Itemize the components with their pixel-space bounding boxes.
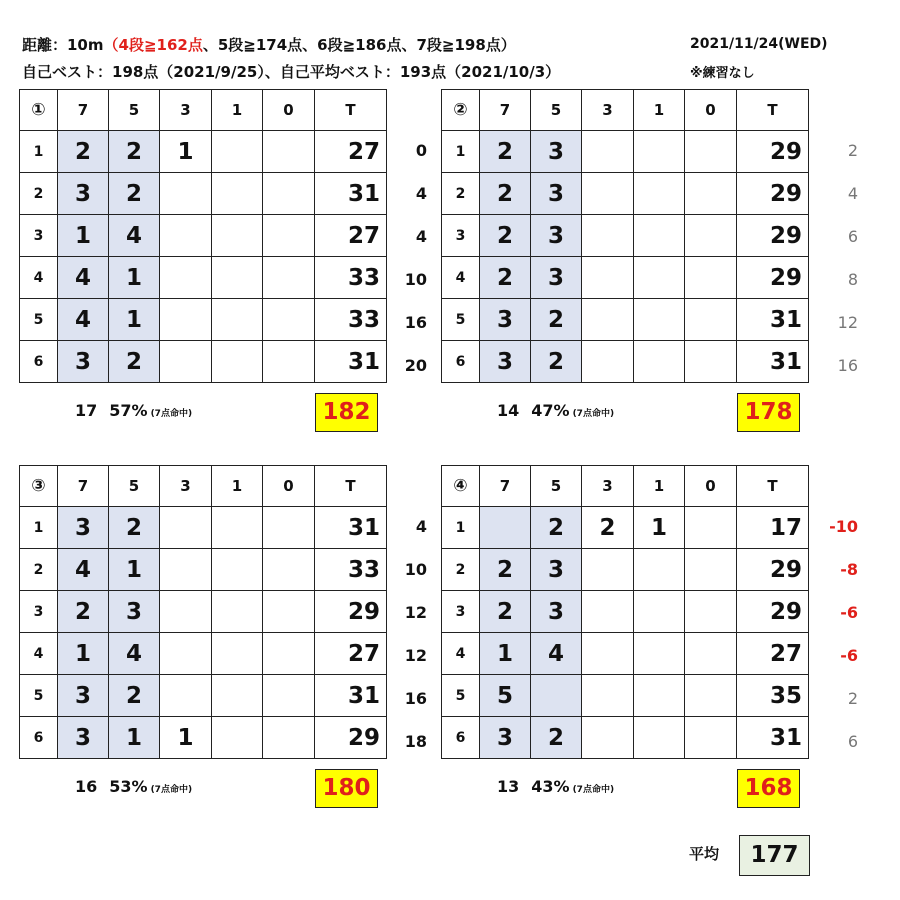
end-total: 27	[315, 633, 387, 675]
column-header: 5	[531, 466, 582, 507]
hit-count-cell	[634, 717, 685, 759]
end-number: 3	[20, 591, 58, 633]
hit-count-cell	[582, 299, 634, 341]
end-row	[20, 633, 387, 675]
hit-count-cell	[582, 675, 634, 717]
hit-count-cell	[685, 341, 737, 383]
end-number: 2	[20, 173, 58, 215]
column-header: 5	[109, 466, 160, 507]
end-row	[442, 131, 809, 173]
column-header: 1	[634, 466, 685, 507]
column-header: 3	[160, 466, 212, 507]
header-distance-line	[22, 34, 516, 55]
column-header: 0	[685, 466, 737, 507]
hit-count-cell: 2	[480, 215, 531, 257]
hit-count-cell	[160, 549, 212, 591]
hit-count-cell: 4	[531, 633, 582, 675]
end-row	[442, 299, 809, 341]
column-header: 5	[109, 90, 160, 131]
hit-count-cell	[160, 675, 212, 717]
hit-count-cell: 1	[109, 299, 160, 341]
hit-count-cell: 5	[480, 675, 531, 717]
seven-hit-percent: 43%	[531, 777, 570, 796]
end-total: 29	[315, 591, 387, 633]
end-row	[442, 591, 809, 633]
end-total: 29	[315, 717, 387, 759]
hit-count-cell: 3	[531, 549, 582, 591]
end-row	[442, 173, 809, 215]
end-total: 33	[315, 299, 387, 341]
end-row	[442, 717, 809, 759]
cumulative-diff-right: -8	[840, 560, 858, 579]
round-summary	[75, 401, 192, 420]
hit-count-cell: 4	[109, 215, 160, 257]
column-header: 7	[480, 90, 531, 131]
end-number: 5	[442, 299, 480, 341]
cumulative-diff-right: -10	[829, 517, 858, 536]
seven-hit-count: 17	[75, 401, 98, 420]
end-row	[20, 717, 387, 759]
hit-count-cell	[685, 549, 737, 591]
column-header: 5	[531, 90, 582, 131]
cumulative-diff-right: 6	[847, 227, 858, 246]
hit-count-cell	[634, 549, 685, 591]
end-row	[442, 257, 809, 299]
column-header: 1	[212, 90, 263, 131]
hit-count-cell	[263, 591, 315, 633]
hit-count-cell	[685, 507, 737, 549]
hit-count-cell	[160, 215, 212, 257]
hit-count-cell	[685, 173, 737, 215]
column-header: 7	[480, 466, 531, 507]
seven-hit-percent: 57%	[109, 401, 148, 420]
cumulative-diff-right: 16	[837, 356, 858, 375]
end-total: 29	[737, 591, 809, 633]
hit-count-cell: 2	[109, 131, 160, 173]
hit-count-cell	[160, 507, 212, 549]
hit-count-cell	[212, 507, 263, 549]
end-total: 33	[315, 257, 387, 299]
rank-threshold-red: （4段≧162点	[103, 36, 203, 54]
practice-note: ※練習なし	[690, 66, 755, 81]
end-number: 5	[20, 675, 58, 717]
score-table-round-4	[441, 465, 809, 759]
column-header: 3	[160, 90, 212, 131]
column-header: T	[315, 90, 387, 131]
hit-count-cell: 4	[58, 257, 109, 299]
hit-count-cell: 1	[160, 131, 212, 173]
end-row	[442, 215, 809, 257]
end-number: 4	[442, 257, 480, 299]
cumulative-diff-left: 16	[404, 313, 427, 332]
hit-count-cell: 3	[480, 341, 531, 383]
column-header: 0	[263, 466, 315, 507]
hit-count-cell	[263, 633, 315, 675]
end-number: 1	[442, 507, 480, 549]
cumulative-diff-left: 12	[404, 646, 427, 665]
cumulative-diff-left: 0	[415, 141, 427, 160]
end-total: 31	[737, 717, 809, 759]
column-header: 7	[58, 90, 109, 131]
hit-count-cell	[212, 341, 263, 383]
hit-count-cell	[212, 549, 263, 591]
hit-count-cell: 2	[58, 131, 109, 173]
end-number: 1	[20, 131, 58, 173]
end-total: 17	[737, 507, 809, 549]
end-total: 29	[737, 549, 809, 591]
hit-count-cell	[685, 257, 737, 299]
score-table-round-2	[441, 89, 809, 383]
hit-count-cell: 2	[480, 173, 531, 215]
round-label: ④	[442, 466, 480, 507]
hit-count-cell: 3	[531, 257, 582, 299]
end-total: 29	[737, 215, 809, 257]
end-number: 3	[442, 215, 480, 257]
hit-count-cell: 3	[58, 507, 109, 549]
end-row	[20, 507, 387, 549]
cumulative-diff-right: 6	[847, 732, 858, 751]
hit-count-cell	[582, 591, 634, 633]
hit-count-cell: 3	[58, 173, 109, 215]
hit-count-cell: 2	[109, 675, 160, 717]
column-header: 3	[582, 466, 634, 507]
hit-count-cell	[582, 549, 634, 591]
seven-hit-percent: 53%	[109, 777, 148, 796]
hit-count-cell	[212, 131, 263, 173]
hit-count-cell: 2	[531, 717, 582, 759]
round-total: 178	[737, 393, 800, 432]
average-label: 平均	[689, 845, 720, 863]
hit-count-cell	[634, 173, 685, 215]
end-row	[20, 257, 387, 299]
end-number: 2	[442, 173, 480, 215]
cumulative-diff-left: 4	[415, 517, 427, 536]
end-total: 31	[315, 173, 387, 215]
hit-count-cell: 2	[109, 341, 160, 383]
end-row	[442, 549, 809, 591]
cumulative-diff-right: -6	[840, 603, 858, 622]
hit-count-cell: 2	[58, 591, 109, 633]
cumulative-diff-right: 12	[837, 313, 858, 332]
hit-count-cell: 1	[109, 717, 160, 759]
average-score: 177	[739, 835, 810, 876]
seven-hit-percent: 47%	[531, 401, 570, 420]
hit-count-cell	[634, 299, 685, 341]
end-row	[442, 507, 809, 549]
cumulative-diff-right: 4	[847, 184, 858, 203]
hit-count-cell: 1	[109, 257, 160, 299]
hit-count-cell: 2	[480, 549, 531, 591]
cumulative-diff-right: 2	[847, 689, 858, 708]
end-total: 35	[737, 675, 809, 717]
column-header: 1	[212, 466, 263, 507]
round-total: 182	[315, 393, 378, 432]
column-header: 0	[263, 90, 315, 131]
seven-hit-note: (7点命中)	[572, 785, 615, 795]
seven-hit-count: 14	[497, 401, 520, 420]
end-row	[442, 633, 809, 675]
column-header: T	[315, 466, 387, 507]
hit-count-cell	[160, 299, 212, 341]
hit-count-cell	[685, 675, 737, 717]
end-number: 3	[20, 215, 58, 257]
round-total: 180	[315, 769, 378, 808]
cumulative-diff-left: 12	[404, 603, 427, 622]
cumulative-diff-left: 18	[404, 732, 427, 751]
hit-count-cell: 3	[109, 591, 160, 633]
hit-count-cell: 2	[480, 131, 531, 173]
end-total: 31	[315, 675, 387, 717]
rank-thresholds: 、5段≧174点、6段≧186点、7段≧198点）	[202, 36, 516, 54]
hit-count-cell	[160, 257, 212, 299]
hit-count-cell	[212, 257, 263, 299]
hit-count-cell	[263, 675, 315, 717]
end-row	[20, 215, 387, 257]
end-number: 6	[20, 717, 58, 759]
hit-count-cell: 2	[531, 341, 582, 383]
end-number: 2	[442, 549, 480, 591]
hit-count-cell	[212, 675, 263, 717]
column-header: 7	[58, 466, 109, 507]
end-number: 3	[442, 591, 480, 633]
end-number: 4	[442, 633, 480, 675]
seven-hit-note: (7点命中)	[572, 409, 615, 419]
hit-count-cell	[582, 215, 634, 257]
hit-count-cell	[480, 507, 531, 549]
hit-count-cell: 3	[531, 173, 582, 215]
hit-count-cell	[263, 215, 315, 257]
end-total: 29	[737, 257, 809, 299]
hit-count-cell	[212, 215, 263, 257]
round-label: ②	[442, 90, 480, 131]
end-total: 31	[315, 507, 387, 549]
end-number: 5	[442, 675, 480, 717]
hit-count-cell: 3	[531, 131, 582, 173]
column-header: 1	[634, 90, 685, 131]
hit-count-cell: 1	[480, 633, 531, 675]
hit-count-cell	[160, 173, 212, 215]
hit-count-cell: 4	[109, 633, 160, 675]
hit-count-cell	[212, 299, 263, 341]
hit-count-cell: 3	[58, 341, 109, 383]
round-label: ③	[20, 466, 58, 507]
hit-count-cell: 3	[480, 299, 531, 341]
hit-count-cell: 3	[58, 675, 109, 717]
cumulative-diff-right: 2	[847, 141, 858, 160]
hit-count-cell: 2	[480, 257, 531, 299]
end-row	[442, 341, 809, 383]
hit-count-cell	[160, 341, 212, 383]
hit-count-cell	[685, 131, 737, 173]
hit-count-cell	[263, 341, 315, 383]
hit-count-cell: 3	[531, 215, 582, 257]
end-number: 2	[20, 549, 58, 591]
column-header: T	[737, 90, 809, 131]
column-header: T	[737, 466, 809, 507]
end-total: 31	[737, 299, 809, 341]
seven-hit-note: (7点命中)	[150, 785, 193, 795]
end-row	[20, 675, 387, 717]
hit-count-cell	[212, 633, 263, 675]
round-summary	[75, 777, 192, 796]
cumulative-diff-left: 4	[415, 227, 427, 246]
hit-count-cell	[263, 299, 315, 341]
cumulative-diff-left: 10	[404, 270, 427, 289]
end-total: 29	[737, 173, 809, 215]
end-total: 29	[737, 131, 809, 173]
end-row	[20, 341, 387, 383]
cumulative-diff-left: 16	[404, 689, 427, 708]
personal-best-line: 自己ベスト：198点（2021/9/25）、自己平均ベスト：193点（2021/10/3）	[22, 63, 561, 81]
hit-count-cell	[582, 341, 634, 383]
end-number: 5	[20, 299, 58, 341]
hit-count-cell	[263, 131, 315, 173]
hit-count-cell	[212, 591, 263, 633]
end-number: 4	[20, 257, 58, 299]
hit-count-cell	[263, 717, 315, 759]
hit-count-cell	[582, 131, 634, 173]
hit-count-cell	[582, 173, 634, 215]
score-table-round-1	[19, 89, 387, 383]
column-header: 0	[685, 90, 737, 131]
hit-count-cell: 2	[531, 299, 582, 341]
hit-count-cell: 3	[531, 591, 582, 633]
end-row	[442, 675, 809, 717]
hit-count-cell	[634, 341, 685, 383]
end-total: 27	[315, 131, 387, 173]
end-number: 6	[442, 717, 480, 759]
end-total: 31	[737, 341, 809, 383]
end-total: 27	[737, 633, 809, 675]
hit-count-cell	[263, 549, 315, 591]
end-number: 4	[20, 633, 58, 675]
hit-count-cell: 4	[58, 549, 109, 591]
round-summary	[497, 777, 614, 796]
hit-count-cell	[685, 215, 737, 257]
hit-count-cell	[685, 299, 737, 341]
hit-count-cell: 1	[160, 717, 212, 759]
round-total: 168	[737, 769, 800, 808]
cumulative-diff-left: 10	[404, 560, 427, 579]
score-table-round-3	[19, 465, 387, 759]
hit-count-cell	[685, 633, 737, 675]
distance-label: 距離：10m	[22, 36, 104, 54]
cumulative-diff-right: -6	[840, 646, 858, 665]
end-total: 31	[315, 341, 387, 383]
hit-count-cell: 2	[109, 173, 160, 215]
hit-count-cell	[685, 591, 737, 633]
hit-count-cell: 2	[480, 591, 531, 633]
hit-count-cell	[263, 507, 315, 549]
seven-hit-count: 13	[497, 777, 520, 796]
cumulative-diff-right: 8	[847, 270, 858, 289]
hit-count-cell	[263, 173, 315, 215]
end-total: 33	[315, 549, 387, 591]
hit-count-cell	[160, 633, 212, 675]
hit-count-cell	[634, 633, 685, 675]
hit-count-cell: 3	[480, 717, 531, 759]
hit-count-cell	[531, 675, 582, 717]
hit-count-cell	[160, 591, 212, 633]
hit-count-cell: 1	[634, 507, 685, 549]
column-header: 3	[582, 90, 634, 131]
hit-count-cell	[582, 257, 634, 299]
round-summary	[497, 401, 614, 420]
end-row	[20, 549, 387, 591]
hit-count-cell: 2	[109, 507, 160, 549]
hit-count-cell	[212, 717, 263, 759]
end-row	[20, 173, 387, 215]
hit-count-cell	[263, 257, 315, 299]
end-number: 1	[442, 131, 480, 173]
hit-count-cell	[582, 717, 634, 759]
hit-count-cell	[634, 257, 685, 299]
cumulative-diff-left: 4	[415, 184, 427, 203]
seven-hit-count: 16	[75, 777, 98, 796]
hit-count-cell: 3	[58, 717, 109, 759]
cumulative-diff-left: 20	[404, 356, 427, 375]
seven-hit-note: (7点命中)	[150, 409, 193, 419]
hit-count-cell	[212, 173, 263, 215]
hit-count-cell: 1	[58, 215, 109, 257]
hit-count-cell	[634, 131, 685, 173]
round-label: ①	[20, 90, 58, 131]
end-number: 6	[442, 341, 480, 383]
end-total: 27	[315, 215, 387, 257]
hit-count-cell	[634, 591, 685, 633]
end-row	[20, 299, 387, 341]
hit-count-cell: 1	[58, 633, 109, 675]
hit-count-cell: 2	[582, 507, 634, 549]
hit-count-cell: 1	[109, 549, 160, 591]
hit-count-cell	[685, 717, 737, 759]
session-date: 2021/11/24(WED)	[690, 36, 828, 52]
hit-count-cell: 4	[58, 299, 109, 341]
hit-count-cell: 2	[531, 507, 582, 549]
hit-count-cell	[634, 215, 685, 257]
end-number: 1	[20, 507, 58, 549]
end-row	[20, 591, 387, 633]
hit-count-cell	[634, 675, 685, 717]
end-number: 6	[20, 341, 58, 383]
end-row	[20, 131, 387, 173]
hit-count-cell	[582, 633, 634, 675]
